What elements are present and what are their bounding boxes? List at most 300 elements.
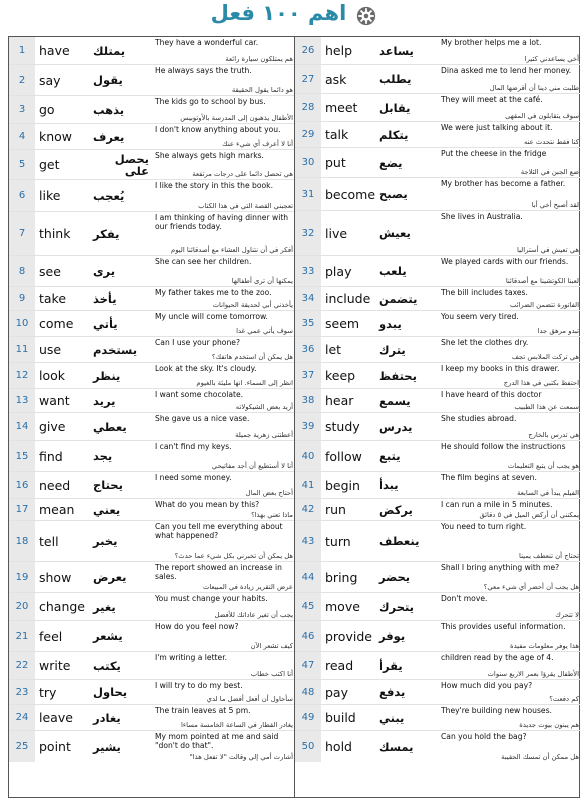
verb-number: 45 (295, 593, 321, 620)
verb-arabic: يخبر (93, 534, 118, 548)
verb-number: 15 (9, 441, 35, 471)
verb-english: come (39, 316, 74, 331)
verb-english: move (325, 599, 360, 614)
verb-english: follow (325, 448, 362, 464)
example-arabic: لا تتحرك (555, 611, 579, 619)
verb-arabic: يأتي (93, 316, 118, 331)
example-cell (441, 441, 579, 471)
table-row (295, 94, 580, 122)
verb-number: 4 (9, 124, 35, 149)
example-arabic: يجب أن تغير عاداتك للأفضل (214, 611, 293, 619)
example-arabic: تبدو مرهق جدا (537, 327, 579, 335)
verb-english: leave (39, 710, 73, 725)
verbs-column-right (295, 37, 580, 797)
example-english: You must change your habits. (155, 594, 268, 603)
table-row (295, 122, 580, 148)
verb-number: 25 (9, 731, 35, 762)
example-english: I need some money. (155, 473, 232, 482)
example-cell (155, 124, 293, 149)
example-arabic: هو دائما يقول الحقيقة (231, 86, 293, 94)
example-arabic: هل ممكن أن تمسك الحقيبة (501, 753, 579, 761)
verb-number: 36 (295, 337, 321, 362)
verb-arabic: يعرف (93, 129, 125, 144)
verb-arabic: يشير (93, 739, 121, 754)
verb-arabic: ينظر (93, 368, 121, 383)
example-cell (155, 363, 293, 388)
table-row (295, 65, 580, 94)
table-row (9, 413, 294, 441)
example-english: My mom pointed at me and said "don't do that". (155, 732, 279, 750)
table-row (295, 389, 580, 413)
example-cell (441, 287, 579, 310)
verb-english: try (39, 684, 57, 700)
example-english: Shall I bring anything with me? (441, 563, 560, 572)
verb-number: 46 (295, 621, 321, 651)
example-arabic: هل يمكن أن تخبرني بكل شيء عما حدث؟ (174, 552, 293, 560)
example-cell (155, 652, 293, 679)
example-cell (441, 413, 579, 440)
verb-arabic: يركض (379, 502, 413, 517)
table-row (9, 37, 294, 65)
table-row (295, 413, 580, 441)
example-arabic: سمعت عن هذا الطبيب (514, 403, 579, 411)
verb-english: feel (39, 628, 63, 644)
verb-arabic: ينعطف (379, 534, 420, 548)
example-english: We were just talking about it. (441, 123, 553, 132)
verb-english: keep (325, 368, 356, 383)
example-cell (441, 148, 579, 177)
table-row (9, 124, 294, 150)
example-english: The train leaves at 5 pm. (155, 706, 251, 715)
verb-arabic: يبدأ (379, 478, 399, 492)
example-arabic: كنا فقط نتحدث عنه (523, 138, 579, 146)
table-row (9, 705, 294, 731)
example-arabic: ماذا تعني بهذا؟ (251, 511, 293, 519)
example-arabic: الأطفال يذهبون إلى المدرسة بالأوتوبيس (180, 114, 293, 122)
verb-number: 33 (295, 256, 321, 286)
verb-english: mean (39, 502, 75, 517)
verb-english: hold (325, 739, 352, 754)
verb-number: 42 (295, 499, 321, 520)
verb-number: 27 (295, 65, 321, 93)
example-english: He should follow the instructions (441, 442, 566, 451)
table-row (9, 441, 294, 472)
example-cell (441, 562, 579, 592)
table-row (9, 96, 294, 124)
verb-number: 38 (295, 389, 321, 412)
verb-arabic: يأخذ (93, 291, 117, 306)
verb-english: put (325, 155, 346, 170)
verb-english: say (39, 72, 61, 88)
example-english: My uncle will come tomorrow. (155, 312, 268, 321)
example-english: The report showed an increase in sales. (155, 563, 282, 581)
example-cell (155, 256, 293, 286)
verb-english: look (39, 368, 66, 383)
verb-number: 16 (9, 472, 35, 498)
verb-number: 35 (295, 311, 321, 336)
verb-arabic: يحصل على (114, 151, 149, 178)
verb-number: 20 (9, 593, 35, 620)
verb-arabic: يغير (93, 599, 116, 614)
example-arabic: هي تركت الملابس تجف (511, 353, 579, 361)
example-arabic: لقد أصبح أخي أبا (531, 201, 579, 209)
table-row (295, 441, 580, 472)
table-row (9, 287, 294, 311)
example-arabic: انظر إلى السماء. انها مليئة بالغيوم (196, 379, 293, 387)
verb-english: point (39, 739, 71, 754)
verb-number: 24 (9, 705, 35, 730)
example-arabic: يمكنني أن أركض الميل في ٥ دقائق (479, 511, 579, 519)
example-english: How do you feel now? (155, 622, 239, 631)
verb-arabic: يدرس (379, 419, 413, 434)
example-arabic: كم دفعت؟ (549, 695, 579, 703)
verb-arabic: يُعجب (93, 188, 125, 203)
example-cell (155, 521, 293, 561)
example-cell (441, 122, 579, 147)
example-english: She always gets high marks. (155, 151, 264, 160)
verb-number: 5 (9, 150, 35, 179)
verb-number: 1 (9, 37, 35, 64)
table-row (295, 652, 580, 680)
verb-english: include (325, 291, 371, 306)
example-cell (441, 705, 579, 730)
example-arabic: أشارت أمي إلي وقالت "لا تفعل هذا" (189, 753, 293, 761)
table-row (295, 37, 580, 65)
table-row (9, 337, 294, 363)
verb-arabic: يدفع (379, 685, 406, 699)
verb-arabic: يقول (93, 73, 123, 87)
verb-number: 11 (9, 337, 35, 362)
verb-english: use (39, 342, 62, 357)
verb-arabic: يضع (379, 155, 403, 170)
example-arabic: أفكر في أن نتناول العشاء مع أصدقائنا اليوم (171, 246, 293, 254)
example-cell (155, 212, 293, 255)
verb-arabic: يوفر (379, 629, 406, 643)
example-cell (441, 94, 579, 121)
example-arabic: أريد بعض الشيكولاته (235, 403, 293, 411)
verb-english: get (39, 157, 60, 172)
example-cell (441, 680, 579, 704)
example-cell (155, 621, 293, 651)
example-english: I'm writing a letter. (155, 653, 228, 662)
example-cell (155, 37, 293, 64)
table-row (9, 680, 294, 705)
example-cell (155, 705, 293, 730)
example-arabic: طلبت مني دينا أن أقرضها المال (489, 84, 579, 92)
example-arabic: عرض التقرير زيادة في المبيعات (203, 583, 293, 591)
example-cell (441, 337, 579, 362)
verb-number: 41 (295, 472, 321, 498)
table-row (295, 621, 580, 652)
table-row (9, 212, 294, 256)
example-cell (441, 652, 579, 679)
example-arabic: يمكنها أن ترى أطفالها (231, 277, 293, 285)
verb-arabic: يلعب (379, 264, 407, 278)
example-cell (155, 180, 293, 211)
verb-arabic: يذهب (93, 102, 125, 117)
verb-english: bring (325, 569, 358, 585)
example-cell (441, 363, 579, 388)
verb-number: 23 (9, 680, 35, 704)
verb-arabic: يغادر (93, 710, 121, 725)
verb-english: like (39, 188, 61, 203)
example-arabic: احتفظ بكتبي في هذا الدرج (503, 379, 579, 387)
table-row (295, 731, 580, 762)
verb-number: 8 (9, 256, 35, 286)
verb-english: take (39, 291, 67, 306)
example-arabic: كيف تشعر الآن (250, 642, 293, 650)
example-english: I want some chocolate. (155, 390, 244, 399)
example-arabic: هو يجب أن يتبع التعليمات (507, 462, 579, 470)
example-english: I can't find my keys. (155, 442, 232, 451)
table-row (9, 499, 294, 521)
example-cell (155, 287, 293, 310)
verb-arabic: يعني (93, 502, 121, 517)
verb-number: 10 (9, 311, 35, 336)
verb-english: provide (325, 628, 372, 644)
verb-number: 12 (9, 363, 35, 388)
example-english: This provides useful information. (441, 622, 566, 631)
example-english: I can run a mile in 5 minutes. (441, 500, 553, 509)
example-english: I like the story in this the book. (155, 181, 273, 190)
example-cell (155, 96, 293, 123)
table-row (295, 211, 580, 256)
verb-arabic: يقابل (379, 100, 411, 115)
example-english: I will try to do my best. (155, 681, 243, 690)
verb-arabic: يترك (379, 342, 406, 357)
verb-number: 49 (295, 705, 321, 730)
table-row (295, 680, 580, 705)
table-row (9, 652, 294, 680)
example-cell (441, 178, 579, 210)
verb-number: 13 (9, 389, 35, 412)
verb-number: 37 (295, 363, 321, 388)
example-arabic: هي تعيش في أستراليا (517, 246, 579, 254)
verb-number: 7 (9, 212, 35, 255)
example-cell (441, 256, 579, 286)
example-english: Put the cheese in the fridge (441, 149, 547, 158)
example-english: Look at the sky. It's cloudy. (155, 364, 257, 373)
example-cell (155, 311, 293, 336)
verb-arabic: يكتب (93, 658, 121, 673)
example-arabic: الأطفال يقرؤا بعمر الاربع سنوات (487, 670, 579, 678)
example-arabic: هي تحصل دائما على درجات مرتفعة (192, 170, 293, 178)
table-row (9, 521, 294, 562)
example-arabic: الفيلم يبدأ في السابعة (517, 489, 579, 497)
verb-number: 47 (295, 652, 321, 679)
verb-english: build (325, 710, 356, 725)
verb-number: 40 (295, 441, 321, 471)
verb-english: help (325, 43, 353, 58)
table-row (295, 311, 580, 337)
example-arabic: هم يمتلكون سيارة رائعة (225, 55, 293, 63)
example-arabic: ضع الجبن في الثلاجة (520, 168, 579, 176)
verb-arabic: يعيش (379, 226, 411, 240)
example-english: Can you hold the bag? (441, 732, 527, 741)
verb-arabic: يحتاج (93, 478, 123, 492)
example-arabic: أنا اكتب خطاب (250, 670, 293, 678)
verb-number: 6 (9, 180, 35, 211)
verb-english: pay (325, 684, 348, 700)
example-arabic: أعطتنى زهرية جميلة (235, 431, 293, 439)
example-cell (441, 472, 579, 498)
verb-number: 17 (9, 499, 35, 520)
verb-english: want (39, 393, 70, 408)
verb-english: write (39, 658, 71, 673)
verb-number: 9 (9, 287, 35, 310)
example-english: Can I use your phone? (155, 338, 240, 347)
example-english: children read by the age of 4. (441, 653, 554, 662)
verb-english: let (325, 342, 342, 357)
verb-arabic: يقرأ (379, 658, 403, 673)
verb-english: show (39, 569, 72, 585)
verbs-table (8, 36, 580, 798)
table-row (9, 311, 294, 337)
table-row (295, 472, 580, 499)
verb-english: turn (325, 533, 351, 549)
verb-number: 29 (295, 122, 321, 147)
verb-english: give (39, 419, 66, 434)
verbs-column-left (9, 37, 295, 797)
verb-english: go (39, 102, 55, 117)
example-arabic: هم يبنون بيوت جديدة (519, 721, 579, 729)
example-english: They're building new houses. (441, 706, 552, 715)
verb-number: 2 (9, 65, 35, 95)
table-row (295, 256, 580, 287)
example-english: My brother helps me a lot. (441, 38, 542, 47)
example-english: My father takes me to the zoo. (155, 288, 272, 297)
example-english: Can you tell me everything about what happened? (155, 522, 283, 540)
example-arabic: لعبنا الكوتشينا مع أصدقائنا (505, 277, 579, 285)
verb-english: think (39, 226, 71, 241)
example-arabic: سوف يتقابلون في المقهى (505, 112, 579, 120)
example-english: I keep my books in this drawer. (441, 364, 560, 373)
verb-arabic: يفكر (93, 226, 120, 241)
verb-english: know (39, 129, 73, 144)
table-row (9, 363, 294, 389)
verb-arabic: يبني (379, 710, 405, 725)
verb-english: see (39, 263, 61, 279)
table-row (9, 389, 294, 413)
example-cell (155, 731, 293, 762)
example-english: My brother has become a father. (441, 179, 566, 188)
verb-arabic: يعرض (93, 570, 127, 584)
verb-english: hear (325, 393, 354, 408)
example-english: She studies abroad. (441, 414, 517, 423)
example-cell (155, 562, 293, 592)
table-row (295, 363, 580, 389)
verb-arabic: يصبح (379, 187, 408, 201)
verb-number: 48 (295, 680, 321, 704)
example-english: She can see her children. (155, 257, 252, 266)
verb-number: 26 (295, 37, 321, 64)
verb-english: find (39, 448, 63, 464)
example-cell (441, 499, 579, 520)
verb-number: 21 (9, 621, 35, 651)
example-cell (155, 441, 293, 471)
example-arabic: هل يمكن أن استخدم هاتفك؟ (211, 353, 293, 361)
example-cell (441, 65, 579, 93)
verb-english: study (325, 419, 360, 434)
example-cell (155, 499, 293, 520)
verb-arabic: يمسك (379, 739, 414, 754)
example-arabic: هذا يوفر معلومات مفيدة (510, 642, 579, 650)
verb-arabic: يستخدم (93, 342, 138, 357)
verb-number: 31 (295, 178, 321, 210)
verb-number: 34 (295, 287, 321, 310)
verb-arabic: يحضر (379, 570, 411, 584)
table-row (295, 337, 580, 363)
verb-arabic: يساعد (379, 43, 414, 58)
example-cell (441, 389, 579, 412)
verb-number: 44 (295, 562, 321, 592)
example-cell (155, 593, 293, 620)
example-english: You seem very tired. (441, 312, 519, 321)
table-row (9, 562, 294, 593)
verb-arabic: يريد (93, 393, 116, 408)
example-english: He always says the truth. (155, 66, 252, 75)
example-english: Don't move. (441, 594, 488, 603)
example-english: She gave us a nice vase. (155, 414, 250, 423)
verb-number: 22 (9, 652, 35, 679)
example-cell (441, 621, 579, 651)
example-cell (155, 413, 293, 440)
verb-number: 3 (9, 96, 35, 123)
example-english: She lives in Australia. (441, 212, 523, 221)
table-row (9, 180, 294, 212)
example-english: They will meet at the café. (441, 95, 543, 104)
table-row (9, 150, 294, 180)
verb-number: 28 (295, 94, 321, 121)
example-arabic: تعجبني القصة التي في هذا الكتاب (198, 202, 293, 210)
verb-english: tell (39, 533, 59, 549)
gear-icon (355, 5, 377, 27)
verb-english: have (39, 43, 70, 58)
table-row (295, 287, 580, 311)
verb-number: 43 (295, 521, 321, 561)
example-english: Dina asked me to lend her money. (441, 66, 572, 75)
verb-number: 18 (9, 521, 35, 561)
verb-english: begin (325, 477, 360, 493)
example-arabic: يأخذني أبي لحديقة الحيوانات (212, 301, 293, 309)
verb-english: meet (325, 100, 358, 115)
verb-number: 30 (295, 148, 321, 177)
verb-english: live (325, 225, 348, 241)
example-cell (441, 593, 579, 620)
verb-number: 14 (9, 413, 35, 440)
table-row (295, 705, 580, 731)
verb-english: become (325, 186, 376, 202)
example-cell (441, 521, 579, 561)
example-cell (441, 311, 579, 336)
example-english: They have a wonderful car. (155, 38, 259, 47)
example-cell (441, 211, 579, 255)
table-row (295, 148, 580, 178)
verb-arabic: يتكلم (379, 127, 409, 142)
example-arabic: هل يجب أن أحضر أي شيء معي؟ (483, 583, 579, 591)
example-english: You need to turn right. (441, 522, 527, 531)
verb-english: ask (325, 71, 347, 87)
example-arabic: أنا لا أستطيع أن أجد مفاتيحي (211, 462, 293, 470)
verb-arabic: يمتلك (93, 43, 126, 58)
verb-arabic: يتبع (379, 449, 401, 463)
page-title: اهم ١٠٠ فعل (210, 1, 347, 25)
example-arabic: يغادر القطار في الساعة الخامسة مساءا (180, 721, 293, 729)
verb-arabic: يحاول (93, 685, 128, 699)
example-english: She let the clothes dry. (441, 338, 529, 347)
verb-english: seem (325, 316, 360, 331)
example-arabic: الفاتورة تتضمن الضرائب (509, 301, 579, 309)
